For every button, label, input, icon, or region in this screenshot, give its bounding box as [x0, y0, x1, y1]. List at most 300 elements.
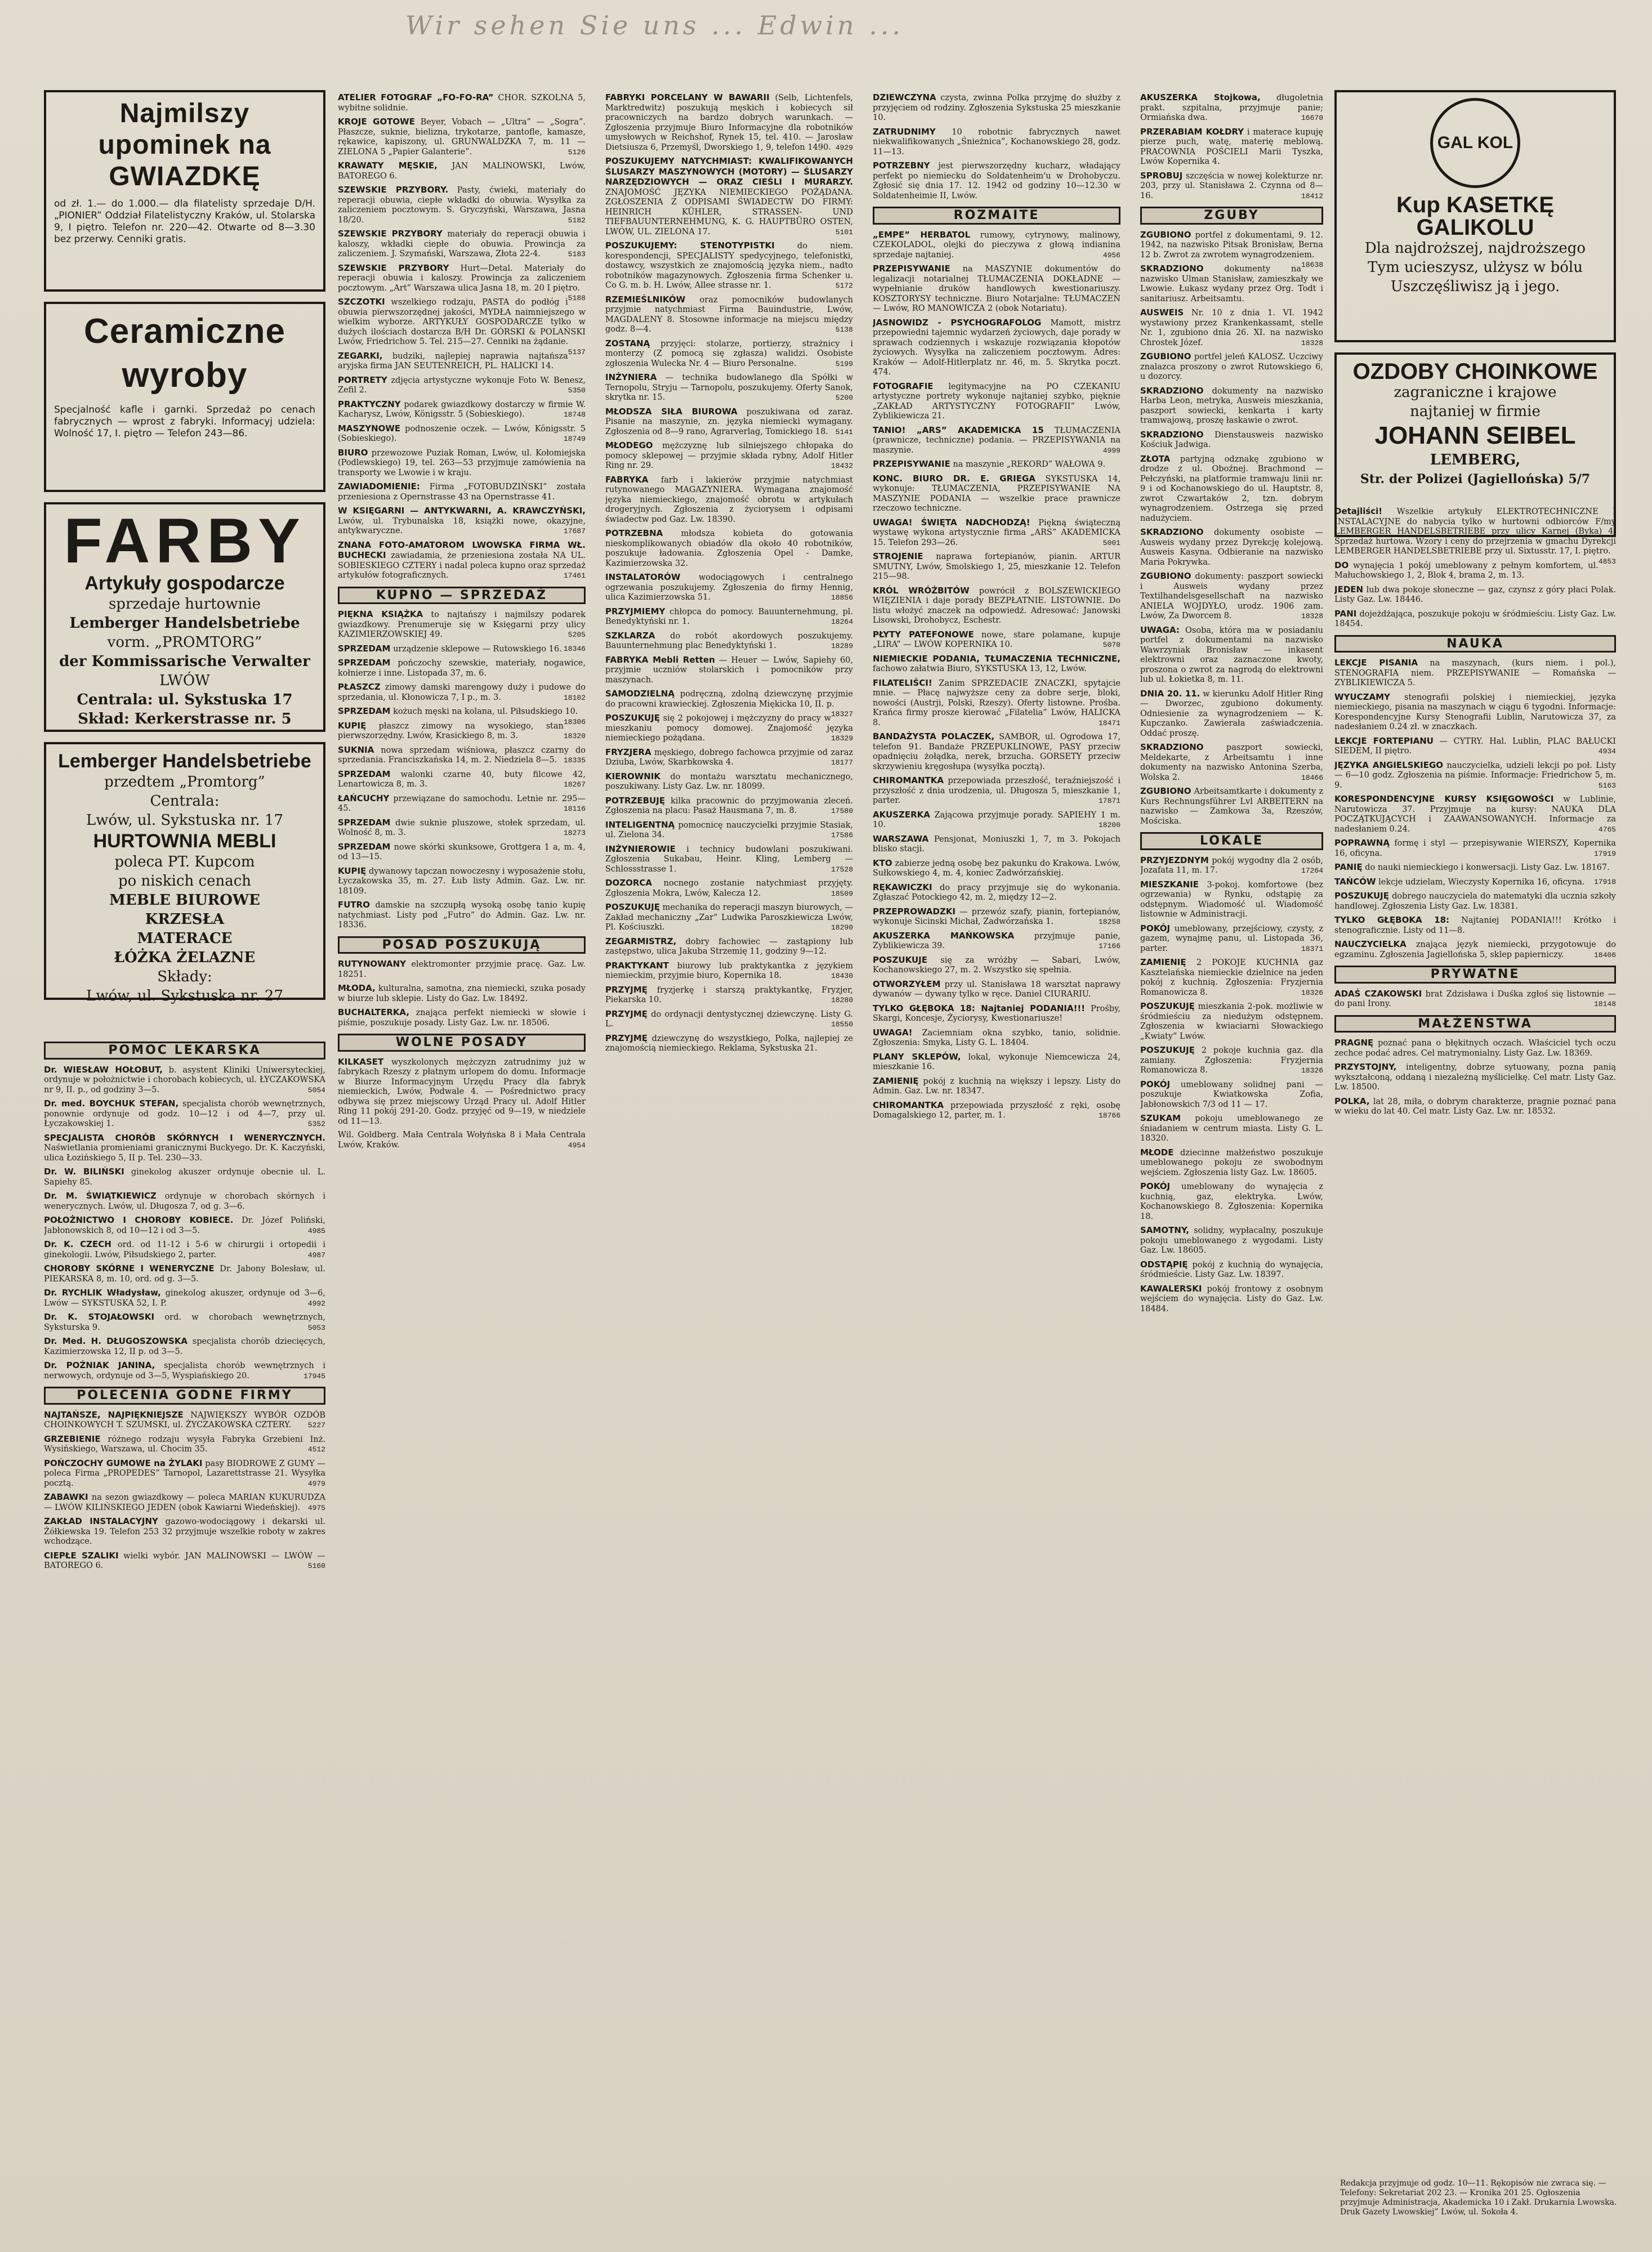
ad-number: 18471 — [1098, 718, 1120, 727]
classified-ad — [1140, 743, 1323, 783]
ad-text: Hurt—Detal. Materiały do reperacji obuwia i kaloszy. Prowincja za zaliczeniem pocztowym. „Art” Warszawa ulica Jasna 18, m. 20 I piętro. — [338, 263, 586, 293]
ad-text: urządzenie sklepowe — Rutowskiego 16. — [393, 644, 562, 654]
classified-ad — [605, 1034, 853, 1054]
classified-ad — [605, 902, 853, 933]
classified-ad — [44, 1435, 325, 1455]
ad-text: wyszkolonych mężczyzn zatrudnimy już w fabrykach Rzeszy z płatnym urlopem do domu. Informacje w Biurze Informacyjnym Urzędu Pracy dla fabryk niemieckich, Lwów, Podwale 4. — Pośrednictwo pracy odbywa się przez miejscowy Urząd Pracy ul. Adolf Hitler Ring 11 pokój 291-20. Godz. przyjęć od 9—19, w niedziele od 11—13. — [338, 1057, 586, 1126]
classified-ad — [1334, 1097, 1616, 1117]
classified-ad — [1334, 507, 1616, 566]
ad-text: lekcje udzielam, Wieczysty Kopernika 16, oficyna. — [1378, 877, 1585, 887]
classified-ad — [1140, 1260, 1323, 1280]
ad-heading: POŁOŻNICTWO I CHOROBY KOBIECE. — [44, 1215, 234, 1225]
ad-heading: BANDAŻYSTA POLACZEK, — [873, 731, 995, 741]
ad-heading: WYUCZAMY — [1334, 691, 1390, 702]
ad-text: damskie na szczupłą wysoką osobę tanio kupię natychmiast. Listy pod „Futro” do Admin. Gaz. Lw. nr. 18336. — [338, 901, 586, 930]
ad-heading: POSZUKUJEMY: STENOTYPISTKI — [605, 240, 775, 251]
ad-text: materiały do reperacji obuwia i kaloszy, wkładki ciepłe do obuwia. Prowincja za zaliczeniem. J. Szymański, Warszawa, Złota 22-4. — [338, 230, 586, 258]
classified-ad — [44, 1167, 325, 1187]
ad-number: 18856 — [831, 593, 853, 602]
classified-ad — [1140, 1045, 1323, 1076]
ad-heading: SKRADZIONO — [1140, 429, 1204, 440]
ad-line: sprzedaje hurtownie — [108, 596, 261, 613]
ad-heading: Detajliści! — [1334, 507, 1383, 516]
ad-heading: ADAŚ CZAKOWSKI — [1334, 988, 1422, 999]
ad-text: ZNAJOMOŚĆ JĘZYKA NIEMIECKIEGO POŻĄDANA. ZGŁOSZENIA Z ODPISAMI ŚWIADECTW DO FIRMY: HEINRICH KÜHLER, STRASSEN- UND TIEFBAUUNTERNEHMUNG, K. G. HAUPTBÜRO OSTEN, LWÓW, UL. ZIELONA 17. — [605, 187, 853, 236]
handwritten-scrawl: Wir sehen Sie uns ... Edwin ... — [405, 10, 904, 41]
classified-ad — [338, 1008, 586, 1028]
ad-text: formę i styl — przepisywanie WIERSZY, Kopernika 16, oficyna. — [1334, 839, 1616, 858]
section-rubric: NAUKA — [1334, 635, 1616, 653]
ad-text: się za wróżby — Sabari, Lwów, Kochanowskiego 27, m. 2. Wszystko się spełnia. — [873, 955, 1120, 975]
ad-number: 5163 — [1598, 781, 1616, 790]
ad-text: dziewczynę do wszystkiego, Polka, najlepiej ze znajomością niemieckiego. Reklama, Sykstuska 21. — [605, 1034, 853, 1053]
ad-heading: SAMODZIELNĄ — [605, 689, 675, 699]
classified-ad — [338, 1131, 586, 1150]
ad-number: 18638 — [1301, 261, 1323, 269]
ad-heading: WARSZAWA — [873, 833, 929, 844]
ad-heading: ZEGARMISTRZ, — [605, 936, 677, 946]
ad-heading: AKUSZERKA MAŃKOWSKA — [873, 930, 1015, 941]
ad-text: do nauki niemieckiego i konwersacji. Listy Gaz. Lw. 18167. — [1365, 863, 1610, 872]
ad-text: Najtaniej PODANIA!!! Krótko i stenograficznie. Listy od 11—8. — [1334, 916, 1616, 935]
ad-line: Skład: Kerkerstrasse nr. 5 — [78, 711, 292, 727]
ad-line: vorm. „PROMTORG” — [107, 634, 262, 651]
ad-line: MEBLE BIUROWE — [109, 892, 260, 909]
ad-title: FARBY — [64, 506, 306, 576]
ad-text: paszport sowiecki, Meldekarte, z Arbeitsamtu i inne dokumenty na nazwisko Antonina Szerba, Wolska 2. — [1140, 743, 1323, 782]
ad-heading: ZATRUDNIMY — [873, 126, 936, 137]
ad-heading: PRAKTYKANT — [605, 960, 669, 971]
section-rubric: PRYWATNE — [1334, 966, 1616, 984]
classified-ad — [338, 93, 586, 113]
ad-text: Lwów, ul. Trybunalska 18, książki nowe, okazyjne, antykwaryczne. — [338, 516, 586, 535]
ad-heading: ZAMIENIĘ — [1140, 957, 1186, 967]
ad-text: się 2 pokojowej i mężczyzny do pracy w mieszkaniu pomocy domowej. Znajomość języka niemieckiego pożądana. — [605, 714, 853, 743]
classified-ad — [1334, 863, 1616, 873]
classified-ad — [605, 407, 853, 437]
classified-ad — [1140, 352, 1323, 382]
ad-text: inteligentny, dobrze sytuowany, pozna panią wykształconą, oddaną i niezależną myślicielkę. Cel matr. Listy Gaz. Lw. 18500. — [1334, 1063, 1616, 1092]
ad-text: 3-pokoj. komfortowe (bez ogrzewania) w Rynku, odstąpię za odstępnym. Wiadomość ul. Wiadomość listownie w Administracji. — [1140, 880, 1323, 919]
ad-text: czysta, zwinna Polka przyjmę do służby z przyjęciem od rodziny. Zgłoszenia Sykstuska 25 mieszkanie 10. — [873, 93, 1120, 122]
ad-text: dokumenty na nazwisko Harba Leon, metryka, Ausweis mieszkania, paszport sowiecki, kenkarta i karty tramwajową, proszę łaskawie o zwrot. — [1140, 386, 1323, 425]
ad-heading: KUPIĘ — [338, 720, 367, 731]
ad-text: specjalista chorób wewnętrznych, ponownie ordynuje od godz. 10—12 i od 4—7, przy ul. Łyczakowskiej 1. — [44, 1100, 325, 1128]
classified-ad — [605, 772, 853, 792]
ad-text: dobrego nauczyciela do matematyki dla ucznia szkoły handlowej. Zgłoszenia Listy Gaz. Lw. 18381. — [1334, 892, 1616, 911]
ad-text: fryzjerkę i starszą praktykantkę, Fryzjer, Piekarska 10. — [605, 985, 853, 1004]
ad-heading: Dr. med. BOYCHUK STEFAN, — [44, 1098, 179, 1109]
ad-heading: MASZYNOWE — [338, 423, 401, 434]
ad-heading: Dr. W. BILIŃSKI — [44, 1167, 124, 1177]
ad-heading: SPRZEDAM — [338, 841, 391, 852]
ad-number: 18550 — [831, 1020, 853, 1029]
classified-ad — [873, 426, 1120, 456]
ad-heading: KRÓL WRÓŻBITÓW — [873, 585, 970, 596]
ad-line: Lwów, ul. Sykstuska nr. 27 — [86, 988, 284, 1004]
classified-column-6 — [1334, 507, 1616, 2173]
classified-ad — [605, 985, 853, 1006]
ad-heading: POSZUKUJE — [873, 954, 927, 965]
ad-text: stenografii polskiej i niemieckiej, języka niemieckiego, pisania na maszynach w ciągu 6 tygodni. Informacje: Korespondencyjne Kursy Stenografii Lublin, Narutowicza 37, za nadesłaniem 0.24 zł. w znaczkach. — [1334, 692, 1616, 731]
ad-text: jest pierwszorzędny kucharz, władający perfekt po niemiecku do Soldatenheim'u w Drohobyczu. Zgłosić się dnia 17. 12. 1942 od godziny 10—12.30 w Soldatenheimie II, Lwów. — [873, 162, 1120, 200]
ad-heading: PRAKTYCZNY — [338, 399, 401, 409]
ad-heading: KUPIĘ — [338, 865, 367, 876]
ad-text: umeblowany solidnej pani — poszukuje Kwiatkowska Zofia, Jabłonowskich 7/3 od 11 — 17. — [1140, 1080, 1323, 1109]
ad-number: 4999 — [1102, 446, 1120, 455]
ad-text: męskiego, dobrego fachowca przyjmie od zaraz Dziuba, Lwów, Skarbkowska 4. — [605, 748, 853, 767]
classified-ad — [605, 1009, 853, 1030]
ad-text: chłopca do pomocy. Bauunternehmung, pl. Benedyktyński nr. 1. — [605, 607, 853, 626]
ad-heading: PRZYJMĘ — [605, 1033, 648, 1043]
ad-text: naprawa fortepianów, pianin. ARTUR SMUTNY, Lwów, Smolskiego 1, 25, mieszkanie 12. Telefon 215—98. — [873, 552, 1120, 581]
classified-ad — [338, 842, 586, 863]
ad-body: od zł. 1.— do 1.000.— dla filatelisty sprzedaje D/H. „PIONIER” Oddział Filatelistyczny Kraków, ul. Stolarska 9, I piętro. Telefon nr. 220—42. Otwarte od 8—3.30 bez przerwy. Cenniki gratis. — [54, 198, 315, 245]
ad-heading: INSTALATORÓW — [605, 572, 681, 582]
classified-ad — [873, 127, 1120, 158]
ad-text: — przewóz szafy, pianin, fortepianów, wykonuje Sicinski Michał, Zadwórzańska 1. — [873, 907, 1120, 926]
ad-number: 18406 — [1593, 950, 1616, 959]
ad-text: do pracy przyjmuje się do wykonania. Zgłaszać Potockiego 42, m. 2, między 12—2. — [873, 883, 1120, 902]
classified-ad — [605, 631, 853, 651]
ad-number: 18766 — [1098, 1111, 1120, 1120]
ad-heading: ZABAWKI — [44, 1492, 88, 1502]
ad-heading: ATELIER FOTOGRAF „FO-FO-RA” — [338, 93, 494, 102]
ad-heading: Dr. POŹNIAK JANINA, — [44, 1360, 155, 1370]
classified-ad — [338, 745, 586, 766]
classified-ad — [1140, 1284, 1323, 1315]
section-rubric: ROZMAITE — [873, 207, 1120, 225]
ad-number: 5053 — [307, 1323, 325, 1332]
ad-heading: CHIROMANTKA — [873, 775, 944, 785]
ad-number: 5137 — [568, 347, 586, 356]
classified-ad — [338, 482, 586, 502]
ad-text: pokój wygodny dla 2 osób, Jozafata 11, m. 17. — [1140, 856, 1323, 875]
ad-heading: CIEPŁE SZALIKI — [44, 1550, 119, 1561]
ad-number: 18326 — [1301, 1066, 1323, 1075]
ad-heading: SZEWSKIE PRZYBORY. — [338, 185, 449, 195]
ad-heading: Dr. K. STOJAŁOWSKI — [44, 1312, 155, 1322]
classified-ad — [338, 644, 586, 655]
classified-ad — [1140, 571, 1323, 622]
ad-heading: JASNOWIDZ - PSYCHOGRAFOLOG — [873, 317, 1042, 328]
classified-ad — [1140, 1148, 1323, 1178]
classified-ad — [1140, 880, 1323, 920]
ad-number: 4512 — [307, 1445, 325, 1454]
classified-ad — [338, 984, 586, 1004]
classified-ad — [1140, 1002, 1323, 1042]
classified-ad — [605, 441, 853, 471]
classified-ad — [873, 93, 1120, 123]
section-rubric: KUPNO — SPRZEDAŻ — [338, 587, 586, 605]
ad-line: LWÓW — [159, 672, 210, 689]
classified-ad — [338, 721, 586, 741]
ad-text: zdjęcia artystyczne wykonuje Foto W. Benesz, Zefil 2. — [338, 376, 586, 395]
ad-text: — CYTRY. Hal. Lublin, PLAC BAŁUCKI SIEDEM, II piętro. — [1334, 736, 1616, 756]
ad-text: znająca perfekt niemiecki w słowie i piśmie, poszukuje posady. Listy Gaz. Lw. nr. 18506. — [338, 1008, 586, 1027]
ad-heading: KILKASET — [338, 1056, 384, 1067]
ad-text: oraz pomocników budowlanych przyjmie natychmiast Firma Bauindustrie, Lwów, MAGDALENY 8. Stosowne informacje na miejscu między godz. 8—4. — [605, 295, 853, 334]
ad-text: solidny, wypłacalny, poszukuje pokoju umeblowanego z wygodami. Listy Gaz. Lw. 18605. — [1140, 1226, 1323, 1255]
classified-ad — [873, 859, 1120, 879]
ad-text: legitymacyjne na PO CZEKANIU artystyczne portrety wykonuje najtaniej szybko, pięknie „ZAKŁAD ARTYSTYCZNY FOTOGRAFII” Lwów, Zyblikiewicza 21. — [873, 382, 1120, 421]
classified-ad — [338, 658, 586, 678]
classified-ad — [873, 678, 1120, 729]
ad-number: 18749 — [563, 435, 586, 443]
ad-text: dokumenty osobiste — Ausweis wydany przez Dyrekcję kolejową. Ausweis Kasyna. Odbieranie na nazwisko Maria Pokrywka. — [1140, 528, 1323, 567]
ad-line: Dla najdroższej, najdroższego — [1364, 240, 1586, 257]
classified-ad — [1140, 1226, 1323, 1256]
ad-heading: PRZYJEZDNYM — [1140, 855, 1209, 865]
ad-farby — [44, 502, 325, 732]
ad-number: 17461 — [563, 571, 586, 580]
classified-ad — [1140, 856, 1323, 876]
classified-column-3 — [605, 93, 853, 2227]
ad-heading: Dr. K. CZECH — [44, 1239, 111, 1249]
classified-ad — [605, 157, 853, 237]
ad-text: dziecinne małżeństwo poszukuje umeblowanego pokoju ze swobodnym wejściem. Zgłoszenia listy Gaz. Lw. 18605. — [1140, 1148, 1323, 1177]
classified-ad — [338, 794, 586, 814]
ad-heading: SKRADZIONO — [1140, 385, 1204, 396]
ad-text: budziki, najlepiej naprawia najtańsza aryjska firma JAN SEUTENREICH, PL. HALICKI 14. — [338, 351, 568, 370]
classified-ad — [1334, 658, 1616, 689]
ad-text: przy ul. Stanisława 18 warsztat naprawy dywanów — dywany tylko w ręce. Daniel CIURARIU. — [873, 980, 1120, 999]
ad-text: wynajęcia 1 pokój umeblowany z pełnym komfortem, ul. Małuchowskiego 1, 2, Blok 4, brama 2, m. 13. — [1334, 561, 1599, 580]
ad-heading: KRAWATY MĘSKIE, — [338, 160, 437, 171]
classified-ad — [1140, 1114, 1323, 1144]
classified-ad — [605, 878, 853, 899]
ad-text: Firma „FOTOBUDZIŃSKI” została przeniesiona z Opernstrasse 43 na Opernstrasse 41. — [338, 482, 586, 502]
ad-text: pokoju umeblowanego ze śniadaniem w centrum miasta. Listy G. L. 18320. — [1140, 1114, 1323, 1143]
ad-heading: KAWALERSKI — [1140, 1283, 1202, 1294]
ad-text: lokal, wykonuje Niemcewicza 24, mieszkanie 16. — [873, 1052, 1120, 1071]
ad-heading: Dr. Med. H. DŁUGOSZOWSKA — [44, 1336, 188, 1346]
ad-line: JOHANN SEIBEL — [1374, 422, 1576, 449]
ad-heading: BIURO — [338, 447, 368, 458]
ad-text: pokój z kuchnią do wynajęcia, śródmieście. Listy Gaz. Lw. 18397. — [1140, 1260, 1323, 1279]
ad-number: 17871 — [1098, 797, 1120, 805]
ad-number: 18148 — [1593, 1000, 1616, 1008]
ad-line: HURTOWNIA MEBLI — [93, 830, 276, 852]
ad-heading: RZEMIEŚLNIKÓW — [605, 294, 686, 305]
ad-text: nauczycielka, udzieli lekcji po poł. Listy — 6—10 godz. Zgłoszenia na piśmie. Informacje: Friedrichow 5, m. 9. — [1334, 761, 1616, 790]
ad-text: nowe, stare polamane, kupuje „LIRA” — LWÓW KOPERNIKA 10. — [873, 630, 1120, 649]
section-rubric: POMOC LEKARSKA — [44, 1042, 325, 1060]
ad-text: ginekolog akuszer, ordynuje od 3—6, Lwów — SYKSTUSKA 52, I. P. — [44, 1289, 325, 1308]
ad-text: mężczyznę lub silniejszego chłopaka do pomocy sklepowej — przyjmie składa rybny, Adolf Hitler Ring nr. 29. — [605, 441, 853, 470]
ad-number: 5350 — [568, 386, 586, 395]
ad-text: 2 POKOJE KUCHNIA gaz Kasztelańska niemieckie dzielnice na jeden pokój z kuchnią. Zgłoszenia: Fryzjernia Romanowicza 8. — [1140, 958, 1323, 997]
classified-ad — [338, 229, 586, 260]
classified-ad — [1334, 761, 1616, 791]
classified-ad — [605, 373, 853, 403]
classified-ad — [873, 474, 1120, 514]
ad-text: w kierunku Adolf Hitler Ring — Dworzec, zgubiono dokumenty. Odniesienie za wynagrodzeniem — K. Kupczanko. Zawierała zaświadczenia. Oddać proszę. — [1140, 689, 1323, 738]
ad-heading: PRZEPROWADZKI — [873, 906, 956, 917]
ad-body: Specjalność kafle i garnki. Sprzedaż po cenach fabrycznych — wprost z fabryki. Informacyj udziela: Wolność 17, I. piętro — Telefon 243—86. — [54, 404, 315, 439]
ad-number: 17264 — [1301, 866, 1323, 875]
ad-number: 18509 — [831, 889, 853, 898]
ad-text: zimowy damski marengowy duży i pudowe do sprzedania, ul. Kłonowicza 7, I p., m. 3. — [338, 683, 586, 702]
classified-ad — [338, 1057, 586, 1127]
ad-number: 5183 — [568, 250, 586, 258]
ad-galikol — [1334, 90, 1616, 342]
ad-number: 18273 — [563, 829, 586, 837]
ad-text: przepowiada przyszłość z ręki, osobę Domagalskiego 12, parter, m. 1. — [873, 1101, 1120, 1120]
ad-text: fachowo załatwia Biuro, SYKSTUSKA 13, 12, Lwów. — [873, 664, 1087, 673]
ad-text: rumowy, cytrynowy, malinowy, CZEKOLADOL, olejki do pieczywa z głową indianina sprzedaje najtaniej. — [873, 230, 1120, 260]
classified-ad — [44, 1264, 325, 1284]
classified-ad — [605, 820, 853, 841]
ad-number: 4929 — [835, 143, 853, 152]
ad-number: 5200 — [835, 394, 853, 402]
ad-title: Najmilszy upominek na GWIAZDKĘ — [98, 99, 271, 191]
ad-heading: POSZUKUJEMY NATYCHMIAST: KWALIFIKOWANYCH ŚLUSARZY MASZYNOWYCH (MOTORY) — ŚLUSARZY NARZĘDZIOWYCH — ORAZ CIEŚLI I MURARZY. — [605, 156, 853, 187]
classified-ad — [873, 955, 1120, 976]
classified-ad — [605, 295, 853, 335]
ad-text: pasy BIODROWE Z GUMY — poleca Firma „PROPEDES” Tarnopol, Lazarettstrasse 21. Wysyłka pocztą. — [44, 1459, 325, 1488]
ad-heading: POKÓJ — [1140, 923, 1171, 933]
ad-number: 5227 — [307, 1421, 325, 1429]
ad-heading: Dr. M. ŚWIĄTKIEWICZ — [44, 1191, 157, 1201]
classified-ad — [1140, 625, 1323, 685]
ad-heading: PIĘKNA KSIĄŻKA — [338, 609, 423, 619]
ad-text: Prośby, Skargi, Koncesje, Życiorysy, Kwestionariusze! — [873, 1004, 1120, 1023]
ad-heading: POTRZEBNA — [605, 528, 663, 538]
ad-heading: SPRZEDAM — [338, 643, 391, 654]
section-rubric: ZGUBY — [1140, 207, 1323, 225]
classified-ad — [1334, 989, 1616, 1009]
classified-ad — [1334, 736, 1616, 757]
classified-ad — [605, 748, 853, 768]
ad-text: specjalista chorób dziecięcych, Kazimierzowska 12, II p. od 3—5. — [44, 1337, 325, 1356]
ad-heading: KIEROWNIK — [605, 771, 661, 781]
ad-number: 5205 — [568, 631, 586, 639]
classified-ad — [1140, 528, 1323, 568]
ad-line: zagraniczne i krajowe — [1394, 384, 1557, 401]
ad-text: podarek gwiazdkowy dostarczy w firmie W. Kacharysz, Lwów, Königsstr. 5 (Sobieskiego). — [338, 400, 586, 419]
ad-heading: SPRZEDAM — [338, 706, 391, 716]
ad-heading: POTRZEBUJĘ — [605, 795, 666, 806]
classified-ad — [338, 117, 586, 157]
ad-heading: ZGUBIONO — [1140, 571, 1191, 581]
ad-heading: NAUCZYCIELKA — [1334, 939, 1407, 949]
classified-ad — [1140, 430, 1323, 450]
classified-ad — [605, 844, 853, 875]
ad-heading: TAŃCÓW — [1334, 876, 1376, 887]
ad-title: Lemberger Handelsbetriebe — [58, 750, 311, 772]
ad-text: dwie suknie pluszowe, stołek sprzedam, ul. Wolność 8, m. 3. — [338, 818, 586, 837]
ad-number: 18306 — [563, 717, 586, 726]
ad-heading: PANI — [1334, 608, 1357, 619]
classified-ad — [44, 1240, 325, 1260]
ad-text: — technika budowlanego dla Spółki w Ternopolu, Stryju — Tarnopolu, poszukujemy. Oferty Sanok, skrytka nr. 15. — [605, 373, 853, 402]
ad-text: Beyer, Vobach — „Ultra” — „Sogra”. Płaszcze, suknie, bielizna, trykotarze, pantofle, kamasze, rękawice, kapiszony, ul. GRUNWALDZKA 7, m. 11 — ZIELONA 5 „Papier Galanterie”. — [338, 118, 586, 157]
ad-number: 4765 — [1598, 825, 1616, 834]
ad-heading: TYLKO GŁĘBOKA 18: — [1334, 915, 1450, 925]
ad-heading: RUTYNOWANY — [338, 959, 407, 969]
ad-number: 5352 — [307, 1120, 325, 1128]
ad-number: 18327 — [831, 710, 853, 718]
ad-text: — Heuer — Lwów, Sapiehy 60, przyjmie uczniów stolarskich i pomocników przy maszynach. — [605, 655, 853, 685]
ad-ceramika — [44, 302, 325, 492]
ad-number: 5182 — [568, 216, 586, 225]
classified-ad — [873, 654, 1120, 674]
classified-column-1 — [44, 1036, 325, 2235]
section-rubric: MAŁŻEŃSTWA — [1334, 1015, 1616, 1033]
ad-text: podręczną, zdolną dziewczynę przyjmie do pracowni krawieckiej. Zgłoszenia Miękicka 10, II. p. — [605, 690, 853, 709]
ad-heading: ZAWIADOMIENIE: — [338, 481, 420, 491]
ad-number: 17166 — [1098, 942, 1120, 950]
ad-heading: INTELIGENTNĄ — [605, 819, 675, 830]
ad-heading: NIEMIECKIE PODANIA, TŁUMACZENIA TECHNICZNE, — [873, 653, 1120, 664]
ad-heading: MŁODA, — [338, 983, 376, 993]
ad-number: 18371 — [1301, 944, 1323, 953]
ad-text: różnego rodzaju wysyła Fabryka Grzebieni Inż. Wysińskiego, Warszawa, ul. Chocim 35. — [44, 1435, 325, 1454]
classified-ad — [338, 161, 586, 181]
ad-number: 18329 — [831, 734, 853, 743]
ad-text: wszelkiego rodzaju, PASTA do podłóg i obuwia pierwszorzędnej jakości, MYDŁA naimniejszego w wielkim wyborze. ARTYKUŁY GOSPODARCZE tylko w dużych ilościach dostarcza B/H Dr. GÓRSKI & POLAŃSKI Lwów, Friedrichow 5. Tel. 215—27. Cenniki na żądanie. — [338, 298, 586, 346]
ad-heading: KONC. BIURO DR. E. GRIEGA — [873, 473, 1035, 484]
ad-number: 18116 — [563, 805, 586, 813]
ad-text: ord. od 11-12 i 5-6 w chirurgii i ortopedii i ginekologii. Lwów, Piłsudskiego 2, parter. — [44, 1240, 325, 1259]
classified-ad — [873, 264, 1120, 314]
classified-ad — [338, 682, 586, 703]
classified-ad — [605, 241, 853, 291]
ad-heading: SZEWSKIE PRZYBORY — [338, 262, 449, 273]
classified-ad — [44, 1337, 325, 1357]
ad-heading: POŃCZOCHY GUMOWE na ŻYLAKI — [44, 1458, 203, 1468]
ad-number: 18267 — [563, 780, 586, 789]
ad-text: na maszynie „REKORD” WAŁOWA 9. — [953, 460, 1106, 469]
ad-text: NAJWIĘKSZY WYBÓR OZDÓB CHOINKOWYCH T. SZUMSKI, ul. ŻYCZAKOWSKA CZTERY. — [44, 1410, 325, 1429]
ad-heading: PRZYJMIEMY — [605, 606, 666, 616]
ad-text: nowa sprzedam wiśniowa, płaszcz czarny do sprzedania. Franciszkańska 14, m. 2. Niedziela 8—5. — [338, 745, 586, 765]
classified-ad — [1334, 877, 1616, 888]
ad-heading: KORESPONDENCYJNE KURSY KSIĘGOWOŚCI — [1334, 794, 1554, 804]
ad-heading: LEKCJE FORTEPIANU — [1334, 735, 1434, 746]
ad-heading: SZEWSKIE PRZYBORY — [338, 229, 443, 239]
ad-text: biurowy lub praktykantka z językiem niemieckim, przyjmie biuro, Kopernika 18. — [605, 961, 853, 980]
ad-number: 4934 — [1598, 747, 1616, 756]
ad-text: powrócił z BOLSZEWICKIEGO WIĘZIENIA i daje porady BEZPŁATNIE. LISTOWNIE. Do listu włożyć znaczek na odpowiedź. Adresować: Janowski Lisowski, Drohobycz, Eschestr. — [873, 586, 1120, 625]
ad-text: TŁUMACZENIA (prawnicze, techniczne) podania. — PRZEPISYWANIA na maszynie. — [873, 426, 1120, 455]
ad-heading: JĘZYKA ANGIELSKIEGO — [1334, 759, 1444, 770]
ad-number: 4979 — [307, 1479, 325, 1488]
ad-text: do robót akordowych poszukujemy. Bauunternehmung plac Benedyktyński 1. — [605, 631, 853, 650]
classified-ad — [1140, 924, 1323, 954]
ad-heading: ZŁOTA — [1140, 453, 1171, 464]
ad-heading: DO — [1334, 560, 1349, 570]
ad-text: elektromonter przyjmie pracę. Gaz. Lw. 18251. — [338, 960, 586, 979]
ad-title: OZDOBY CHOINKOWE — [1352, 359, 1598, 384]
ad-line: Tym ucieszysz, ulżysz w bólu — [1368, 259, 1583, 276]
ad-text: SYKSTUSKA 14, wykonuje: TŁUMACZENIA, PRZEPISYWANIE NA MASZYNIE PODANIA — wszelkie prace prawnicze rzeczowo techniczne. — [873, 474, 1120, 513]
ad-heading: PRZERABIAM KOŁDRY — [1140, 126, 1244, 137]
ad-line: Centrala: ul. Sykstuska 17 — [77, 691, 293, 708]
classified-ad — [605, 796, 853, 816]
ad-text: do ordynacji dentystycznej dziewczynę. Listy G. L. — [605, 1009, 853, 1029]
classified-ad — [1334, 1062, 1616, 1093]
ad-number: 18326 — [1301, 988, 1323, 997]
ad-text: lub dwa pokoje słoneczne — gaz, czynsz z góry płaci Polak. Listy Gaz. Lw. 18446. — [1334, 585, 1616, 604]
ad-number: 18466 — [1301, 773, 1323, 782]
section-rubric: POSAD POSZUKUJĄ — [338, 936, 586, 954]
ad-heading: DOZORCA — [605, 878, 652, 888]
ad-heading: PORTRETY — [338, 374, 387, 385]
classified-ad — [1140, 454, 1323, 524]
ad-text: kulturalna, samotna, zna niemiecki, szuka posady w biurze lub sklepie. Listy do Gaz. Lw. 18492. — [338, 984, 586, 1003]
